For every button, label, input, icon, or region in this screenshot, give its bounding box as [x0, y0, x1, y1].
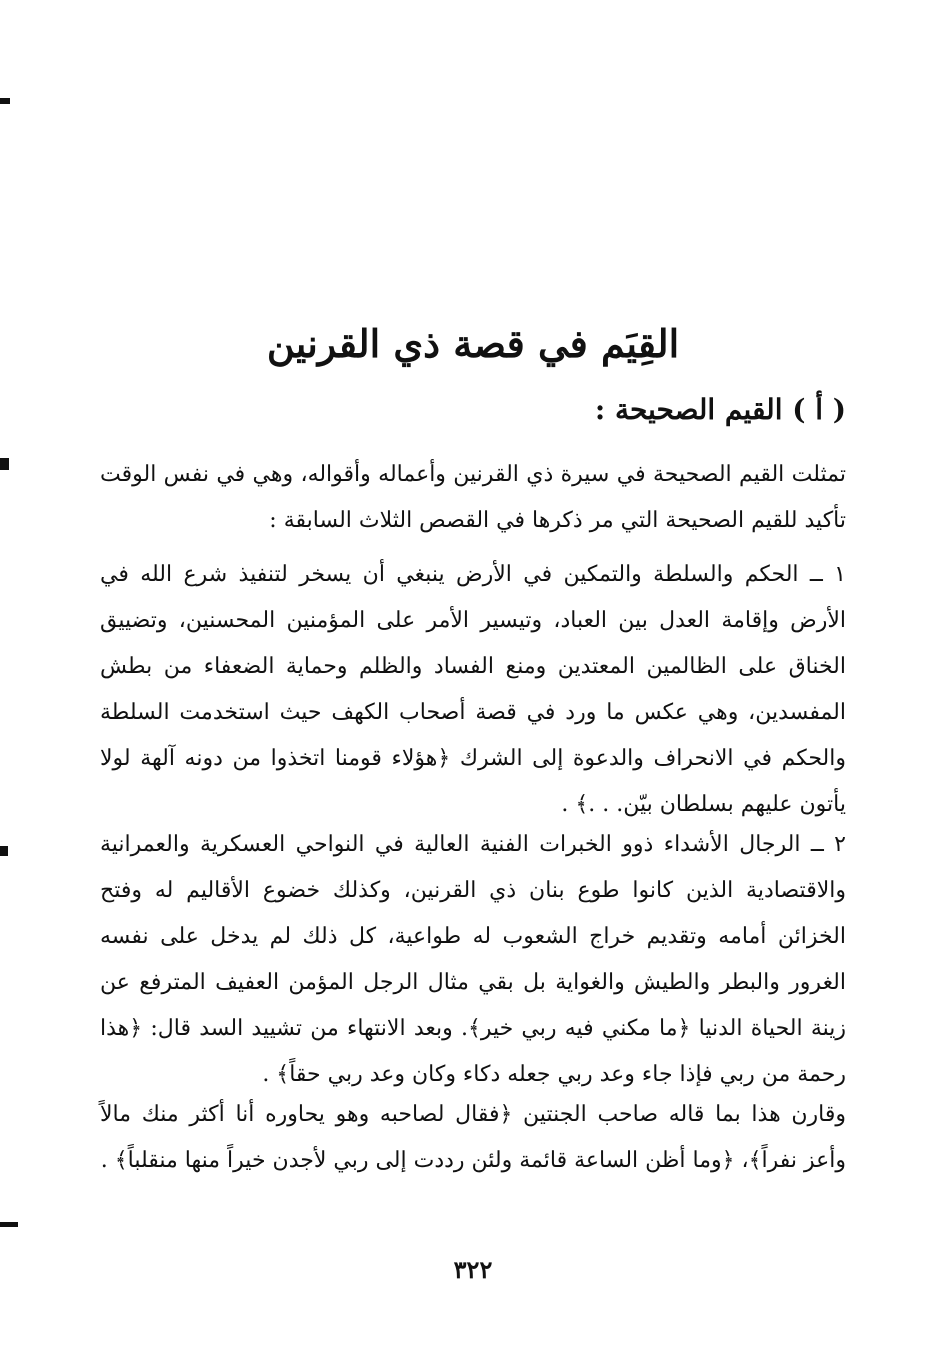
- section-heading: ( أ ) القيم الصحيحة :: [594, 393, 846, 426]
- page-title: القِيَم في قصة ذي القرنين: [266, 321, 680, 366]
- scan-edge-mark: [0, 846, 8, 856]
- list-item-1-paragraph: ١ ــ الحكم والسلطة والتمكين في الأرض ينبغي أن يسخر لتنفيذ شرع الله في الأرض وإقامة العدل بين العباد، وتيسير الأمر على المؤمنين المحسنين، وتضييق الخناق على الظالمين المعتدين ومنع الفساد والظلم وحماية الضعفاء من بطش المفسدين، وهي عكس ما ورد في قصة أصحاب الكهف حيث استخدمت السلطة والحكم في الانحراف والدعوة إلى الشرك ﴿هؤلاء قومنا اتخذوا من دونه آلهة لولا يأتون عليهم بسلطان بيّن. . .﴾ .: [100, 562, 846, 817]
- comparison-paragraph: وقارن هذا بما قاله صاحب الجنتين ﴿فقال لصاحبه وهو يحاوره أنا أكثر منك مالاً وأعز نفراً﴾، ﴿وما أظن الساعة قائمة ولئن رددت إلى ربي لأجدن خيراً منها منقلباً﴾ .: [100, 1102, 846, 1173]
- scan-edge-mark: [0, 458, 9, 470]
- scan-edge-mark: [0, 98, 10, 104]
- intro-paragraph: تمثلت القيم الصحيحة في سيرة ذي القرنين وأعماله وأقواله، وهي في نفس الوقت تأكيد للقيم الصحيحة التي مر ذكرها في القصص الثلاث السابقة :: [100, 462, 846, 533]
- list-item-2-paragraph: ٢ ــ الرجال الأشداء ذوو الخبرات الفنية العالية في النواحي العسكرية والعمرانية والاقتصادية الذين كانوا طوع بنان ذي القرنين، وكذلك خضوع الأقاليم له وفتح الخزائن أمامه وتقديم خراج الشعوب له طواعية، كل ذلك لم يدخل على نفسه الغرور والبطر والطيش والغواية بل بقي مثال الرجل المؤمن العفيف المترفع عن زينة الحياة الدنيا ﴿ما مكني فيه ربي خير﴾. وبعد الانتهاء من تشييد السد قال: ﴿هذا رحمة من ربي فإذا جاء وعد ربي جعله دكاء وكان وعد ربي حقاً﴾ .: [100, 832, 846, 1087]
- page-number: ٣٢٢: [453, 1255, 493, 1284]
- scan-edge-mark: [0, 1222, 18, 1227]
